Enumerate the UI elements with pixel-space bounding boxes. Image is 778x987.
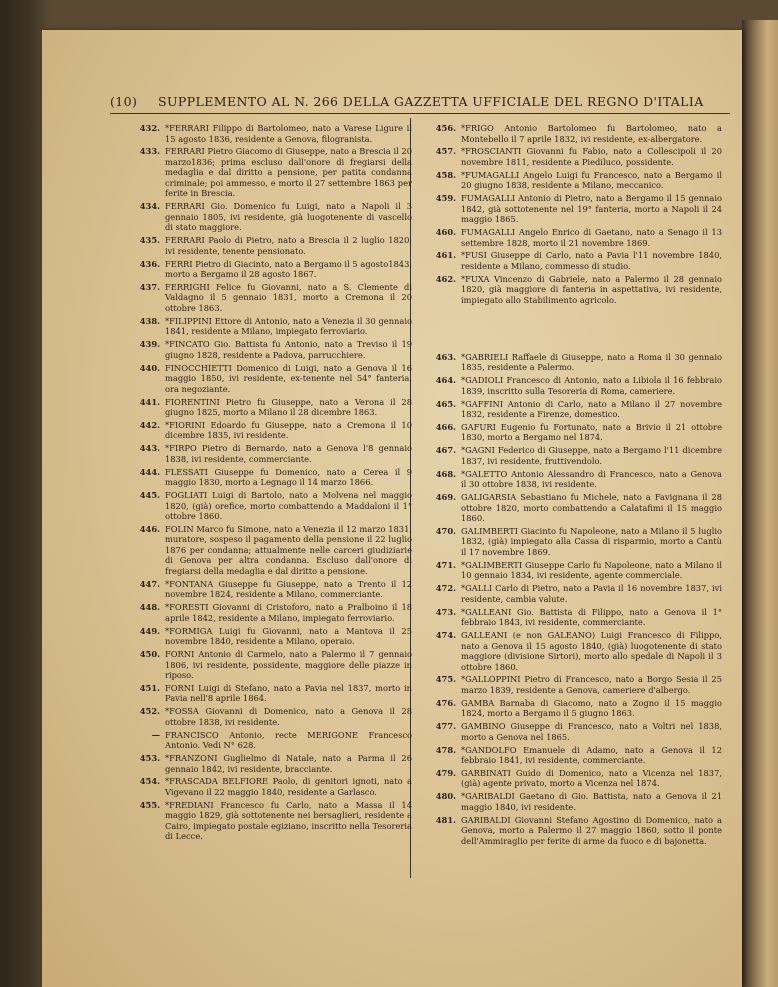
- entry-number: 469.: [435, 492, 456, 503]
- list-entry: [418, 274, 722, 306]
- entry-text: *FIRPO Pietro di Bernardo, nato a Genova l'8 gennaio 1838, ivi residente, commerciante.: [165, 443, 412, 464]
- list-entry: [122, 420, 412, 441]
- entry-number: 443.: [139, 443, 160, 454]
- list-entry: [418, 721, 722, 742]
- entry-number: 476.: [435, 697, 456, 708]
- entry-number: 457.: [435, 146, 456, 157]
- list-entry: [418, 445, 722, 466]
- list-entry: [418, 698, 722, 719]
- entry-number: 452.: [139, 706, 160, 717]
- entry-text: GARBINATI Guido di Domenico, nato a Vicenza nel 1837, (già) agente privato, morto a Vicenza nel 1874.: [461, 767, 722, 789]
- entry-text: FORNI Antonio di Carmelo, nato a Palermo il 7 gennaio 1806, ivi residente, possidente, maggiore delle piazze in riposo.: [165, 649, 412, 681]
- entry-text: FUMAGALLI Angelo Enrico di Gaetano, nato a Senago il 13 settembre 1828, morto il 21 novembre 1869.: [461, 227, 722, 248]
- list-entry: [122, 602, 412, 623]
- list-entry: [122, 649, 412, 681]
- list-entry: [122, 579, 412, 600]
- entry-number: 477.: [435, 721, 456, 732]
- entry-text: FOGLIATI Luigi di Bartolo, nato a Molvena nel maggio 1820, (già) orefice, morto combattendo a Maddaloni il 1° ottobre 1860.: [165, 490, 412, 522]
- entry-number: 480.: [435, 791, 456, 802]
- entry-number: 446.: [139, 523, 160, 534]
- entry-text: *GALIMBERTI Giuseppe Carlo fu Napoleone, nato a Milano il 10 gennaio 1834, ivi residente, agente commerciale.: [461, 559, 722, 581]
- entry-number: 465.: [435, 398, 456, 409]
- right-column: [418, 123, 722, 849]
- entry-text: *FILIPPINI Ettore di Antonio, nato a Venezia il 30 gennaio 1841, residente a Milano, impiegato ferroviario.: [165, 315, 412, 337]
- entry-text: *FERRARI Filippo di Bartolomeo, nato a Varese Ligure il 15 agosto 1836, residente a Genova, filogranista.: [165, 123, 412, 144]
- list-entry: [418, 526, 722, 558]
- list-entry: [122, 146, 412, 199]
- entry-number: 436.: [139, 258, 160, 269]
- list-entry: [122, 443, 412, 464]
- list-entry: [418, 170, 722, 191]
- entry-text: *FRANZONI Guglielmo di Natale, nato a Parma il 26 gennaio 1842, ivi residente, bracciante.: [165, 753, 412, 774]
- entry-number: 449.: [139, 625, 160, 636]
- entry-number: 456.: [435, 123, 456, 133]
- list-entry: [122, 524, 412, 577]
- entry-text: *GADIOLI Francesco di Antonio, nato a Libiola il 16 febbraio 1839, inscritto sulla Tesoreria di Roma, cameriere.: [461, 375, 722, 396]
- entry-number: 434.: [139, 201, 160, 212]
- entry-number: 445.: [139, 490, 160, 501]
- entry-number: 442.: [139, 419, 160, 430]
- list-entry: [122, 282, 412, 314]
- entry-number: 461.: [435, 250, 456, 261]
- list-entry: [418, 193, 722, 225]
- entry-text: FERRARI Paolo di Pietro, nato a Brescia il 2 luglio 1820, ivi residente, tenente pensionato.: [165, 235, 412, 256]
- entry-text: *FROSCIANTI Giovanni fu Fabio, nato a Collescipoli il 20 novembre 1811, residente a Piediluco, possidente.: [461, 146, 722, 167]
- list-entry: [418, 745, 722, 766]
- entry-text: *FUMAGALLI Angelo Luigi fu Francesco, nato a Bergamo il 20 giugno 1838, residente a Milano, meccanico.: [461, 169, 722, 191]
- entry-text: *FIORINI Edoardo fu Giuseppe, nato a Cremona il 10 dicembre 1835, ivi residente.: [165, 419, 412, 441]
- entry-number: 468.: [435, 468, 456, 479]
- entry-text: GALIMBERTI Giacinto fu Napoleone, nato a Milano il 5 luglio 1832, (già) impiegato alla Cassa di risparmio, morto a Cantù il 17 novembre 1869.: [461, 525, 722, 557]
- entry-text: GALIGARSIA Sebastiano fu Michele, nato a Favignana il 28 ottobre 1820, morto combattendo a Calatafimi il 15 maggio 1860.: [461, 492, 722, 524]
- list-entry: [418, 469, 722, 490]
- entry-number: 475.: [435, 674, 456, 685]
- list-entry: [418, 399, 722, 420]
- right-column-top: [418, 123, 722, 305]
- entry-text: *GANDOLFO Emanuele di Adamo, nato a Genova il 12 febbraio 1841, ivi residente, commerciante.: [461, 744, 722, 766]
- entry-number: 437.: [139, 281, 160, 292]
- entry-number: 444.: [139, 466, 160, 477]
- list-entry: [122, 397, 412, 418]
- entry-number: 454.: [139, 776, 160, 787]
- entry-number: 470.: [435, 525, 456, 536]
- list-entry: [418, 607, 722, 628]
- list-entry: [418, 422, 722, 443]
- page-number: (10): [110, 93, 138, 109]
- list-entry: [418, 146, 722, 167]
- left-column: [122, 123, 412, 844]
- entry-number: 433.: [139, 146, 160, 157]
- entry-text: FORNI Luigi di Stefano, nato a Pavia nel 1837, morto in Pavia nell'8 aprile 1864.: [165, 682, 412, 704]
- list-entry: [418, 815, 722, 847]
- page-header: [110, 90, 710, 112]
- entry-text: *FOSSA Giovanni di Domenico, nato a Genova il 28 ottobre 1838, ivi residente.: [165, 706, 412, 727]
- entry-number: 467.: [435, 445, 456, 456]
- entry-text: FERRIGHI Felice fu Giovanni, nato a S. Clemente di Valdagno il 5 gennaio 1831, morto a Cremona il 20 ottobre 1863.: [165, 281, 412, 313]
- entry-text: *GALLEANI Gio. Battista di Filippo, nato a Genova il 1° febbraio 1843, ivi residente, commerciante.: [461, 606, 722, 628]
- entry-number: 447.: [139, 578, 160, 589]
- entry-number: 450.: [139, 649, 160, 660]
- entry-number: 439.: [139, 339, 160, 350]
- list-entry: [418, 123, 722, 144]
- entry-number: 441.: [139, 396, 160, 407]
- entry-number: 473.: [435, 606, 456, 617]
- entry-text: FRANCISCO Antonio, recte MERIGONE Francesco Antonio. Vedi N° 628.: [165, 729, 412, 751]
- entry-number: 455.: [139, 799, 160, 810]
- entry-number: 464.: [435, 375, 456, 386]
- entry-text: GAFURI Eugenio fu Fortunato, nato a Brivio il 21 ottobre 1830, morto a Bergamo nel 1874.: [461, 421, 722, 443]
- entry-text: FLESSATI Giuseppe fu Domenico, nato a Cerea il 9 maggio 1830, morto a Legnago il 14 marzo 1866.: [165, 466, 412, 488]
- list-entry: [122, 753, 412, 774]
- entry-number: 459.: [435, 193, 456, 204]
- entry-text: *FINCATO Gio. Battista fu Antonio, nato a Treviso il 19 giugno 1828, residente a Padova, parrucchiere.: [165, 339, 412, 360]
- list-entry: [122, 467, 412, 488]
- entry-number: 463.: [435, 351, 456, 362]
- entry-number: 453.: [139, 753, 160, 764]
- list-entry: [122, 490, 412, 522]
- list-entry: [418, 492, 722, 524]
- entry-text: *GALLOPPINI Pietro di Francesco, nato a Borgo Sesia il 25 marzo 1839, residente a Genova, cameriere d'albergo.: [461, 674, 722, 695]
- list-entry: [122, 235, 412, 256]
- right-column-bottom: [418, 352, 722, 847]
- list-entry: [418, 250, 722, 271]
- entry-number: 466.: [435, 421, 456, 432]
- entry-number: 451.: [139, 682, 160, 693]
- list-entry: [122, 201, 412, 233]
- entry-text: FUMAGALLI Antonio di Pietro, nato a Bergamo il 15 gennaio 1842, già sottotenente nel 19° fanteria, morto a Napoli il 24 maggio 1865.: [461, 193, 722, 225]
- entry-text: FINOCCHIETTI Domenico di Luigi, nato a Genova il 16 maggio 1850, ivi residente, ex-tenente nel 54° fanteria, ora negoziante.: [165, 362, 412, 394]
- entry-number: 479.: [435, 767, 456, 778]
- list-entry: [418, 768, 722, 789]
- entry-number: 474.: [435, 630, 456, 641]
- entry-text: *GAGNI Federico di Giuseppe, nato a Bergamo l'11 dicembre 1837, ivi residente, fruttivendolo.: [461, 445, 722, 466]
- header-rule: [110, 113, 730, 114]
- page-title: SUPPLEMENTO AL N. 266 DELLA GAZZETTA UFFICIALE DEL REGNO D'ITALIA: [158, 93, 704, 109]
- list-entry: [122, 706, 412, 727]
- entry-text: *FORESTI Giovanni di Cristoforo, nato a Pralboino il 18 aprile 1842, residente a Milano, impiegato ferroviario.: [165, 602, 412, 623]
- column-gap: [418, 308, 722, 352]
- list-entry: [122, 626, 412, 647]
- entry-text: *GAFFINI Antonio di Carlo, nato a Milano il 27 novembre 1832, residente a Firenze, domestico.: [461, 398, 722, 420]
- entry-text: *FRIGO Antonio Bartolomeo fu Bartolomeo, nato a Montebello il 7 aprile 1832, ivi residente, ex-albergatore.: [461, 123, 722, 144]
- entry-text: FERRI Pietro di Giacinto, nato a Bergamo il 5 agosto1843, morto a Bergamo il 28 agosto 1867.: [165, 258, 412, 280]
- list-entry: [418, 630, 722, 672]
- entry-number: —: [151, 729, 160, 740]
- list-entry: [418, 583, 722, 604]
- entry-text: *GARIBALDI Gaetano di Gio. Battista, nato a Genova il 21 maggio 1840, ivi residente.: [461, 791, 722, 812]
- list-entry: [122, 776, 412, 797]
- list-entry: [418, 352, 722, 373]
- entry-text: GAMBA Barnaba di Giacomo, nato a Zogno il 15 maggio 1824, morto a Bergamo il 5 giugno 1863.: [461, 697, 722, 719]
- entry-text: FERRARI Pietro Giacomo di Giuseppe, nato a Brescia il 20 marzo1836; prima escluso dall'onore di fregiarsi della medaglia e dal diritto a pensione, per patita condanna criminale; poi ammesso, e morto il 27 settembre 1863 per ferite in Brescia.: [165, 146, 412, 199]
- list-entry: [418, 560, 722, 581]
- list-entry: [418, 674, 722, 695]
- entry-text: *FONTANA Giuseppe fu Giuseppe, nato a Trento il 12 novembre 1824, residente a Milano, commerciante.: [165, 578, 412, 600]
- entry-text: *GALETTO Antonio Alessandro di Francesco, nato a Genova il 30 ottobre 1838, ivi residente.: [461, 468, 722, 490]
- list-entry: [122, 800, 412, 842]
- entry-text: GALLEANI (e non GALEANO) Luigi Francesco di Filippo, nato a Genova il 15 agosto 1840, (già) luogotenente di stato maggiore (divisione Sirtori), morto allo spedale di Napoli il 3 ottobre 1860.: [461, 630, 722, 672]
- entry-number: 435.: [139, 235, 160, 246]
- list-entry: [122, 123, 412, 144]
- entry-number: 440.: [139, 362, 160, 373]
- entry-text: *GALLI Carlo di Pietro, nato a Pavia il 16 novembre 1837, ivi residente, cambia valute.: [461, 583, 722, 604]
- entry-number: 478.: [435, 744, 456, 755]
- list-entry: [418, 227, 722, 248]
- list-entry: [122, 316, 412, 337]
- list-entry: [122, 683, 412, 704]
- entry-number: 472.: [435, 583, 456, 594]
- list-entry: [418, 375, 722, 396]
- entry-text: *FUSI Giuseppe di Carlo, nato a Pavia l'11 novembre 1840, residente a Milano, commesso di studio.: [461, 250, 722, 271]
- entry-number: 432.: [139, 123, 160, 133]
- entry-text: FIORENTINI Pietro fu Giuseppe, nato a Verona il 28 giugno 1825, morto a Milano il 28 dicembre 1863.: [165, 396, 412, 418]
- entry-text: *FREDIANI Francesco fu Carlo, nato a Massa il 14 maggio 1829, già sottotenente nei bersaglieri, residente a Cairo, impiegato postale egiziano, inscritto nella Tesoreria di Lecce.: [165, 799, 412, 842]
- entry-number: 458.: [435, 169, 456, 180]
- list-entry: [122, 363, 412, 395]
- entry-text: *GABRIELI Raffaele di Giuseppe, nato a Roma il 30 gennaio 1835, residente a Palermo.: [461, 351, 722, 373]
- entry-number: 448.: [139, 602, 160, 613]
- entry-number: 481.: [435, 814, 456, 825]
- entry-text: GAMBINO Giuseppe di Francesco, nato a Voltri nel 1838, morto a Genova nel 1865.: [461, 721, 722, 742]
- entry-text: FERRARI Gio. Domenico fu Luigi, nato a Napoli il 3 gennaio 1805, ivi residente, già luogotenente di vascello di stato maggiore.: [165, 201, 412, 233]
- entry-text: GARIBALDI Giovanni Stefano Agostino di Domenico, nato a Genova, morto a Palermo il 27 maggio 1860, sotto il ponte dell'Ammiraglio per ferite di arme da fuoco e di bajonetta.: [461, 814, 722, 846]
- entry-text: *FUXA Vincenzo di Gabriele, nato a Palermo il 28 gennaio 1820, già maggiore di fanteria in aspettativa, ivi residente, impiegato allo Stabilimento agricolo.: [461, 273, 722, 305]
- list-entry: [418, 791, 722, 812]
- entry-number: 462.: [435, 273, 456, 284]
- list-entry: [122, 259, 412, 280]
- list-entry: [122, 339, 412, 360]
- entry-text: *FORMIGA Luigi fu Giovanni, nato a Mantova il 25 novembre 1840, residente a Milano, operaio.: [165, 625, 412, 647]
- book-spine: [742, 20, 778, 987]
- entry-number: 438.: [139, 315, 160, 326]
- entry-number: 471.: [435, 559, 456, 570]
- list-entry: [122, 730, 412, 751]
- entry-number: 460.: [435, 227, 456, 238]
- entry-text: *FRASCADA BELFIORE Paolo, di genitori ignoti, nato a Vigevano il 22 maggio 1840, residente a Garlasco.: [165, 776, 412, 797]
- entry-text: FOLIN Marco fu Simone, nato a Venezia il 12 marzo 1831, muratore, sospeso il pagamento della pensione il 22 luglio 1876 per condanna; attualmente nelle carceri giudiziarie di Genova per altra condanna. Escluso dall'onore di fregiarsi della medaglia e dal diritto a pensione.: [165, 523, 412, 576]
